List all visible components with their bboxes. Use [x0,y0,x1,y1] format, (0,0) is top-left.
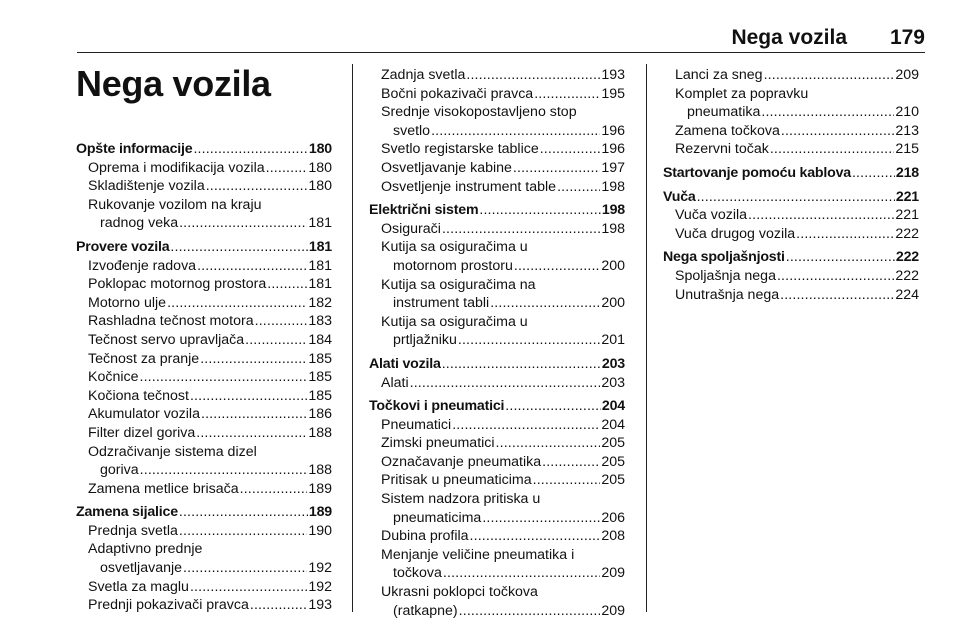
dot-leader [458,331,600,350]
dot-leader [796,225,894,244]
toc-entry-label: Pritisak u pneumaticima [381,472,532,489]
toc-section-entry[interactable] [663,248,919,267]
toc-page-number: 195 [601,85,625,102]
toc-page-number: 184 [308,331,332,348]
toc-entry-label: Svetlo registarske tablice [381,141,539,158]
dot-leader [179,214,307,233]
toc-entry[interactable] [369,434,625,453]
toc-entry-label: Zamena metlice brisača [88,480,239,497]
toc-entry-label: goriva [100,462,139,479]
toc-entry-label: Poklopac motornog prostora [88,276,267,293]
toc-entry-label: Prednji pokazivači pravca [88,597,249,614]
toc-entry-label: Filter dizel goriva [88,424,196,441]
dot-leader [431,122,600,141]
dot-leader [513,159,600,178]
toc-page-number: 188 [308,462,332,479]
toc-page-number: 180 [308,178,332,195]
toc-page-number: 181 [308,276,332,293]
toc-page-number: 189 [308,504,332,521]
toc-entry-label: (ratkapne) [393,602,458,619]
page-title: Nega vozila [76,63,271,104]
toc-entry[interactable] [76,559,332,578]
dot-leader [505,397,601,416]
toc-section-entry[interactable] [369,201,625,220]
toc-entry-label: Motorno ulje [88,294,167,311]
toc-page-number: 188 [308,424,332,441]
toc-page-number: 221 [895,188,919,205]
toc-entry-label: Zimski pneumatici [381,435,495,452]
toc-entry[interactable] [663,140,919,159]
toc-entry-line: Sistem nadzora pritiska u [381,491,541,508]
toc-entry-label: Vuča [663,188,696,205]
toc-entry[interactable] [663,286,919,305]
toc-page-number: 196 [601,122,625,139]
dot-leader [761,103,894,122]
toc-entry-label: Oprema i modifikacija vozila [88,159,265,176]
dot-leader [250,596,307,615]
toc-entry-line: Komplet za popravku [675,85,809,102]
toc-entry-label: pneumatika [687,104,761,121]
toc-entry[interactable] [76,596,332,615]
toc-entry-label: Alati [381,374,409,391]
dot-leader [140,461,308,480]
dot-leader [764,66,895,85]
toc-entry-label: prtljažniku [393,332,457,349]
toc-entry-line: Adaptivno prednje [88,541,203,558]
toc-section-entry[interactable] [76,503,332,522]
dot-leader [490,294,600,313]
toc-page-number: 224 [895,286,919,303]
toc-page-number: 222 [895,249,919,266]
toc-entry[interactable] [369,257,625,276]
toc-entry[interactable] [369,509,625,528]
toc-page-number: 193 [308,597,332,614]
dot-leader [197,257,307,276]
toc-entry[interactable] [369,331,625,350]
dot-leader [139,368,307,387]
toc-entry-label: Označavanje pneumatika [381,453,542,470]
toc-page-number: 205 [601,435,625,452]
toc-page-number: 204 [601,416,625,433]
toc-entry[interactable] [76,177,332,196]
toc-entry[interactable] [369,564,625,583]
toc-entry[interactable] [76,405,332,424]
toc-entry[interactable] [76,331,332,350]
dot-leader [183,559,307,578]
toc-entry[interactable] [76,312,332,331]
toc-entry[interactable] [76,480,332,499]
dot-leader [786,248,895,267]
toc-entry-line: Kutija sa osiguračima na [381,276,536,293]
toc-entry-label: osvetljavanje [100,560,183,577]
toc-page-number: 197 [601,159,625,176]
toc-page-number: 222 [895,225,919,242]
toc-entry-label: Dubina profila [381,528,469,545]
toc-entry-label: Provere vozila [76,238,170,255]
toc-page-number: 218 [895,164,919,181]
dot-leader [267,275,307,294]
toc-entry-label: Zamena sijalice [76,504,178,521]
page-number: 179 [889,26,925,49]
toc-page-number: 186 [308,406,332,423]
dot-leader [410,374,601,393]
toc-entry[interactable] [76,159,332,178]
dot-leader [852,164,895,183]
toc-page-number: 201 [601,332,625,349]
toc-page-number: 185 [308,369,332,386]
toc-page-number: 185 [308,350,332,367]
toc-entry[interactable] [76,275,332,294]
toc-entry-label: Osvetljenje instrument table [381,178,557,195]
toc-section-entry[interactable] [369,397,625,416]
dot-leader [190,578,307,597]
toc-entry-label: Lanci za sneg [675,67,763,83]
toc-page-number: 185 [308,387,332,404]
dot-leader [459,602,601,621]
toc-page-number: 209 [895,67,919,83]
toc-entry-line: Menjanje veličine pneumatika i [381,546,575,563]
toc-column-2 [369,66,625,620]
toc-page-number: 206 [601,509,625,526]
toc-entry-label: pneumaticima [393,509,482,526]
toc-entry-label: motornom prostoru [393,257,513,274]
toc-entry-line: Ukrasni poklopci točkova [381,584,538,601]
toc-entry-label: Tečnost za pranje [88,350,200,367]
toc-entry[interactable] [76,214,332,233]
dot-leader [534,85,600,104]
toc-entry-label: svetlo [393,122,431,139]
toc-entry-label: Rashladna tečnost motora [88,313,254,330]
dot-leader [781,122,894,141]
toc-entry[interactable] [76,368,332,387]
toc-entry[interactable] [663,206,919,225]
toc-page-number: 208 [601,528,625,545]
toc-page-number: 200 [601,295,625,312]
toc-entry[interactable] [76,461,332,480]
toc-page-number: 198 [601,178,625,195]
toc-entry[interactable] [369,220,625,239]
toc-entry-label: Osigurači [381,220,441,237]
dot-leader [770,140,894,159]
toc-entry-line: Srednje visokopostavljeno stop [381,104,577,121]
toc-entry-label: Tečnost servo upravljača [88,331,245,348]
toc-entry-label: Kočiona tečnost [88,387,189,404]
toc-entry-label: Zadnja svetla [381,67,466,83]
toc-entry[interactable] [663,267,919,286]
toc-page-number: 180 [308,141,332,157]
running-header [77,26,925,53]
toc-page-number: 180 [308,159,332,176]
toc-entry-label: Zamena točkova [675,122,780,139]
dot-leader [179,522,307,541]
toc-page-number: 196 [601,141,625,158]
dot-leader [170,238,308,257]
toc-page-number: 221 [895,207,919,224]
toc-entry[interactable] [76,424,332,443]
toc-entry-label: Električni sistem [369,202,479,219]
toc-section-entry[interactable] [369,355,625,374]
toc-page-number: 203 [601,355,625,372]
toc-page-number: 193 [601,67,625,83]
toc-entry[interactable] [76,387,332,406]
toc-entry-label: Alati vozila [369,355,441,372]
dot-leader [533,471,601,490]
toc-entry[interactable] [369,66,625,85]
toc-page-number: 181 [308,238,332,255]
toc-entry-label: Izvođenje radova [88,257,197,274]
dot-leader [697,188,895,207]
dot-leader [540,140,601,159]
toc-entry[interactable] [369,527,625,546]
dot-leader [200,350,307,369]
toc-page-number: 203 [601,374,625,391]
toc-entry-label: Prednja svetla [88,522,178,539]
toc-page-number: 205 [601,472,625,489]
toc-entry[interactable] [369,122,625,141]
toc-entry[interactable] [663,103,919,122]
column-divider [352,64,353,612]
column-divider [646,64,647,612]
toc-entry-label: Vuča drugog vozila [675,225,796,242]
dot-leader [190,387,307,406]
toc-page-number: 198 [601,202,625,219]
toc-entry-line: Rukovanje vozilom na kraju [88,196,262,213]
dot-leader [542,453,600,472]
toc-page-number: 190 [308,522,332,539]
dot-leader [442,220,600,239]
toc-entry-label: Svetla za maglu [88,578,189,595]
toc-column-3 [663,66,919,304]
toc-entry-label: Opšte informacije [76,141,193,157]
toc-page-number: 192 [308,578,332,595]
toc-entry[interactable] [369,140,625,159]
dot-leader [196,424,307,443]
toc-entry[interactable] [76,257,332,276]
toc-page-number: 182 [308,294,332,311]
running-title: Nega vozila [731,26,847,49]
dot-leader [479,201,601,220]
toc-entry-label: Rezervni točak [675,141,769,158]
toc-page-number: 181 [308,257,332,274]
toc-entry-label: Bočni pokazivači pravca [381,85,534,102]
toc-entry[interactable] [369,602,625,621]
dot-leader [557,178,600,197]
toc-entry-label: Unutrašnja nega [675,286,780,303]
toc-entry-label: Startovanje pomoću kablova [663,164,851,181]
dot-leader [470,527,601,546]
toc-page-number: 213 [895,122,919,139]
toc-page-number: 183 [308,313,332,330]
toc-section-entry[interactable] [76,238,332,257]
toc-section-entry[interactable] [663,188,919,207]
dot-leader [482,509,600,528]
toc-entry-label: Akumulator vozila [88,406,200,423]
dot-leader [255,312,308,331]
dot-leader [780,286,894,305]
dot-leader [496,434,601,453]
toc-page-number: 198 [601,220,625,237]
toc-entry[interactable] [76,578,332,597]
toc-entry[interactable] [369,159,625,178]
toc-entry-line: Kutija sa osiguračima u [381,239,528,256]
toc-entry[interactable] [663,225,919,244]
dot-leader [201,405,307,424]
dot-leader [443,564,600,583]
dot-leader [777,267,894,286]
toc-entry-line: Kutija sa osiguračima u [381,313,528,330]
toc-page-number: 200 [601,257,625,274]
dot-leader [442,355,601,374]
toc-page-number: 192 [308,560,332,577]
toc-entry-label: Vuča vozila [675,207,748,224]
toc-entry-label: instrument tabli [393,295,490,312]
toc-page-number: 209 [601,602,625,619]
toc-entry[interactable] [76,522,332,541]
toc-entry-label: Osvetljavanje kabine [381,159,512,176]
toc-page-number: 215 [895,141,919,158]
dot-leader [193,140,307,159]
dot-leader [245,331,307,350]
toc-entry-label: točkova [393,565,442,582]
toc-page-number: 181 [308,215,332,232]
toc-entry-label: Pneumatici [381,416,452,433]
toc-column-1 [76,140,332,615]
toc-entry-label: Točkovi i pneumatici [369,398,505,415]
toc-entry[interactable] [369,178,625,197]
dot-leader [466,66,600,85]
dot-leader [240,480,308,499]
toc-entry-label: Skladištenje vozila [88,178,205,195]
toc-entry-label: radnog veka [100,215,179,232]
dot-leader [452,416,600,435]
dot-leader [514,257,600,276]
toc-page-number: 209 [601,565,625,582]
toc-page-number: 222 [895,267,919,284]
toc-entry-label: Spoljašnja nega [675,267,776,284]
toc-page-number: 205 [601,453,625,470]
dot-leader [167,294,307,313]
toc-entry[interactable] [76,294,332,313]
toc-entry-label: Kočnice [88,369,139,386]
toc-page-number: 189 [308,480,332,497]
dot-leader [206,177,308,196]
toc-entry-label: Nega spoljašnjosti [663,249,785,266]
toc-page-number: 204 [601,398,625,415]
toc-entry[interactable] [369,85,625,104]
toc-entry[interactable] [369,471,625,490]
dot-leader [179,503,308,522]
toc-entry-line: Odzračivanje sistema dizel [88,443,257,460]
toc-entry[interactable] [369,453,625,472]
toc-entry[interactable] [369,416,625,435]
toc-entry[interactable] [663,66,919,85]
toc-section-entry[interactable] [76,140,332,159]
toc-entry[interactable] [76,350,332,369]
toc-entry[interactable] [369,374,625,393]
toc-entry[interactable] [663,122,919,141]
toc-entry[interactable] [369,294,625,313]
toc-section-entry[interactable] [663,164,919,183]
dot-leader [748,206,894,225]
dot-leader [266,159,308,178]
toc-page-number: 210 [895,104,919,121]
